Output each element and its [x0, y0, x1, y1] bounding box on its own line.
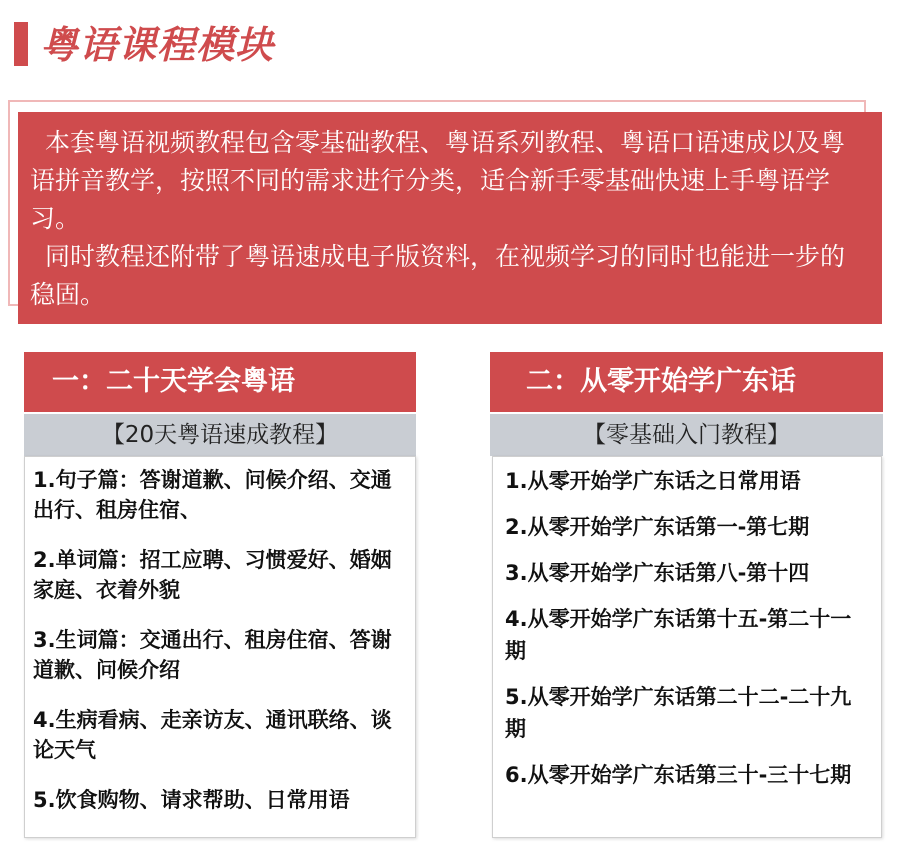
left-column-header: 一：二十天学会粤语: [24, 352, 416, 412]
left-column-subtitle: 【20天粤语速成教程】: [24, 414, 416, 456]
intro-box: [18, 112, 882, 324]
list-item: 3.生词篇：交通出行、租房住宿、答谢道歉、问候介绍: [33, 628, 392, 682]
right-column-header: 二：从零开始学广东话: [490, 352, 883, 412]
list-item: 2.单词篇：招工应聘、习惯爱好、婚姻家庭、衣着外貌: [33, 548, 392, 602]
list-item: 3.从零开始学广东话第八-第十四: [505, 561, 810, 585]
list-item: 1.句子篇：答谢道歉、问候介绍、交通出行、租房住宿、: [33, 468, 392, 522]
list-item: 1.从零开始学广东话之日常用语: [505, 469, 801, 493]
list-item: 4.生病看病、走亲访友、通讯联络、谈论天气: [33, 708, 392, 762]
right-column-subtitle: 【零基础入门教程】: [490, 414, 883, 456]
intro-paragraph-1: 本套粤语视频教程包含零基础教程、粤语系列教程、粤语口语速成以及粤语拼音教学，按照不同的需求进行分类，适合新手零基础快速上手粤语学习。: [30, 128, 846, 233]
list-item: 5.饮食购物、请求帮助、日常用语: [33, 788, 350, 812]
left-course-list: [33, 465, 403, 835]
list-item: 4.从零开始学广东话第十五-第二十一期: [505, 607, 852, 663]
right-course-list: [505, 465, 867, 805]
list-item: 2.从零开始学广东话第一-第七期: [505, 515, 810, 539]
right-column-list-box: [492, 456, 882, 838]
left-column-list-box: [24, 456, 416, 838]
list-item: 6.从零开始学广东话第三十-三十七期: [505, 763, 852, 787]
title-accent-bar: [14, 22, 28, 66]
page-title: 粤语课程模块: [40, 23, 275, 67]
intro-paragraph-2: 同时教程还附带了粤语速成电子版资料，在视频学习的同时也能进一步的稳固。: [30, 242, 846, 309]
list-item: 5.从零开始学广东话第二十二-二十九期: [505, 685, 852, 741]
